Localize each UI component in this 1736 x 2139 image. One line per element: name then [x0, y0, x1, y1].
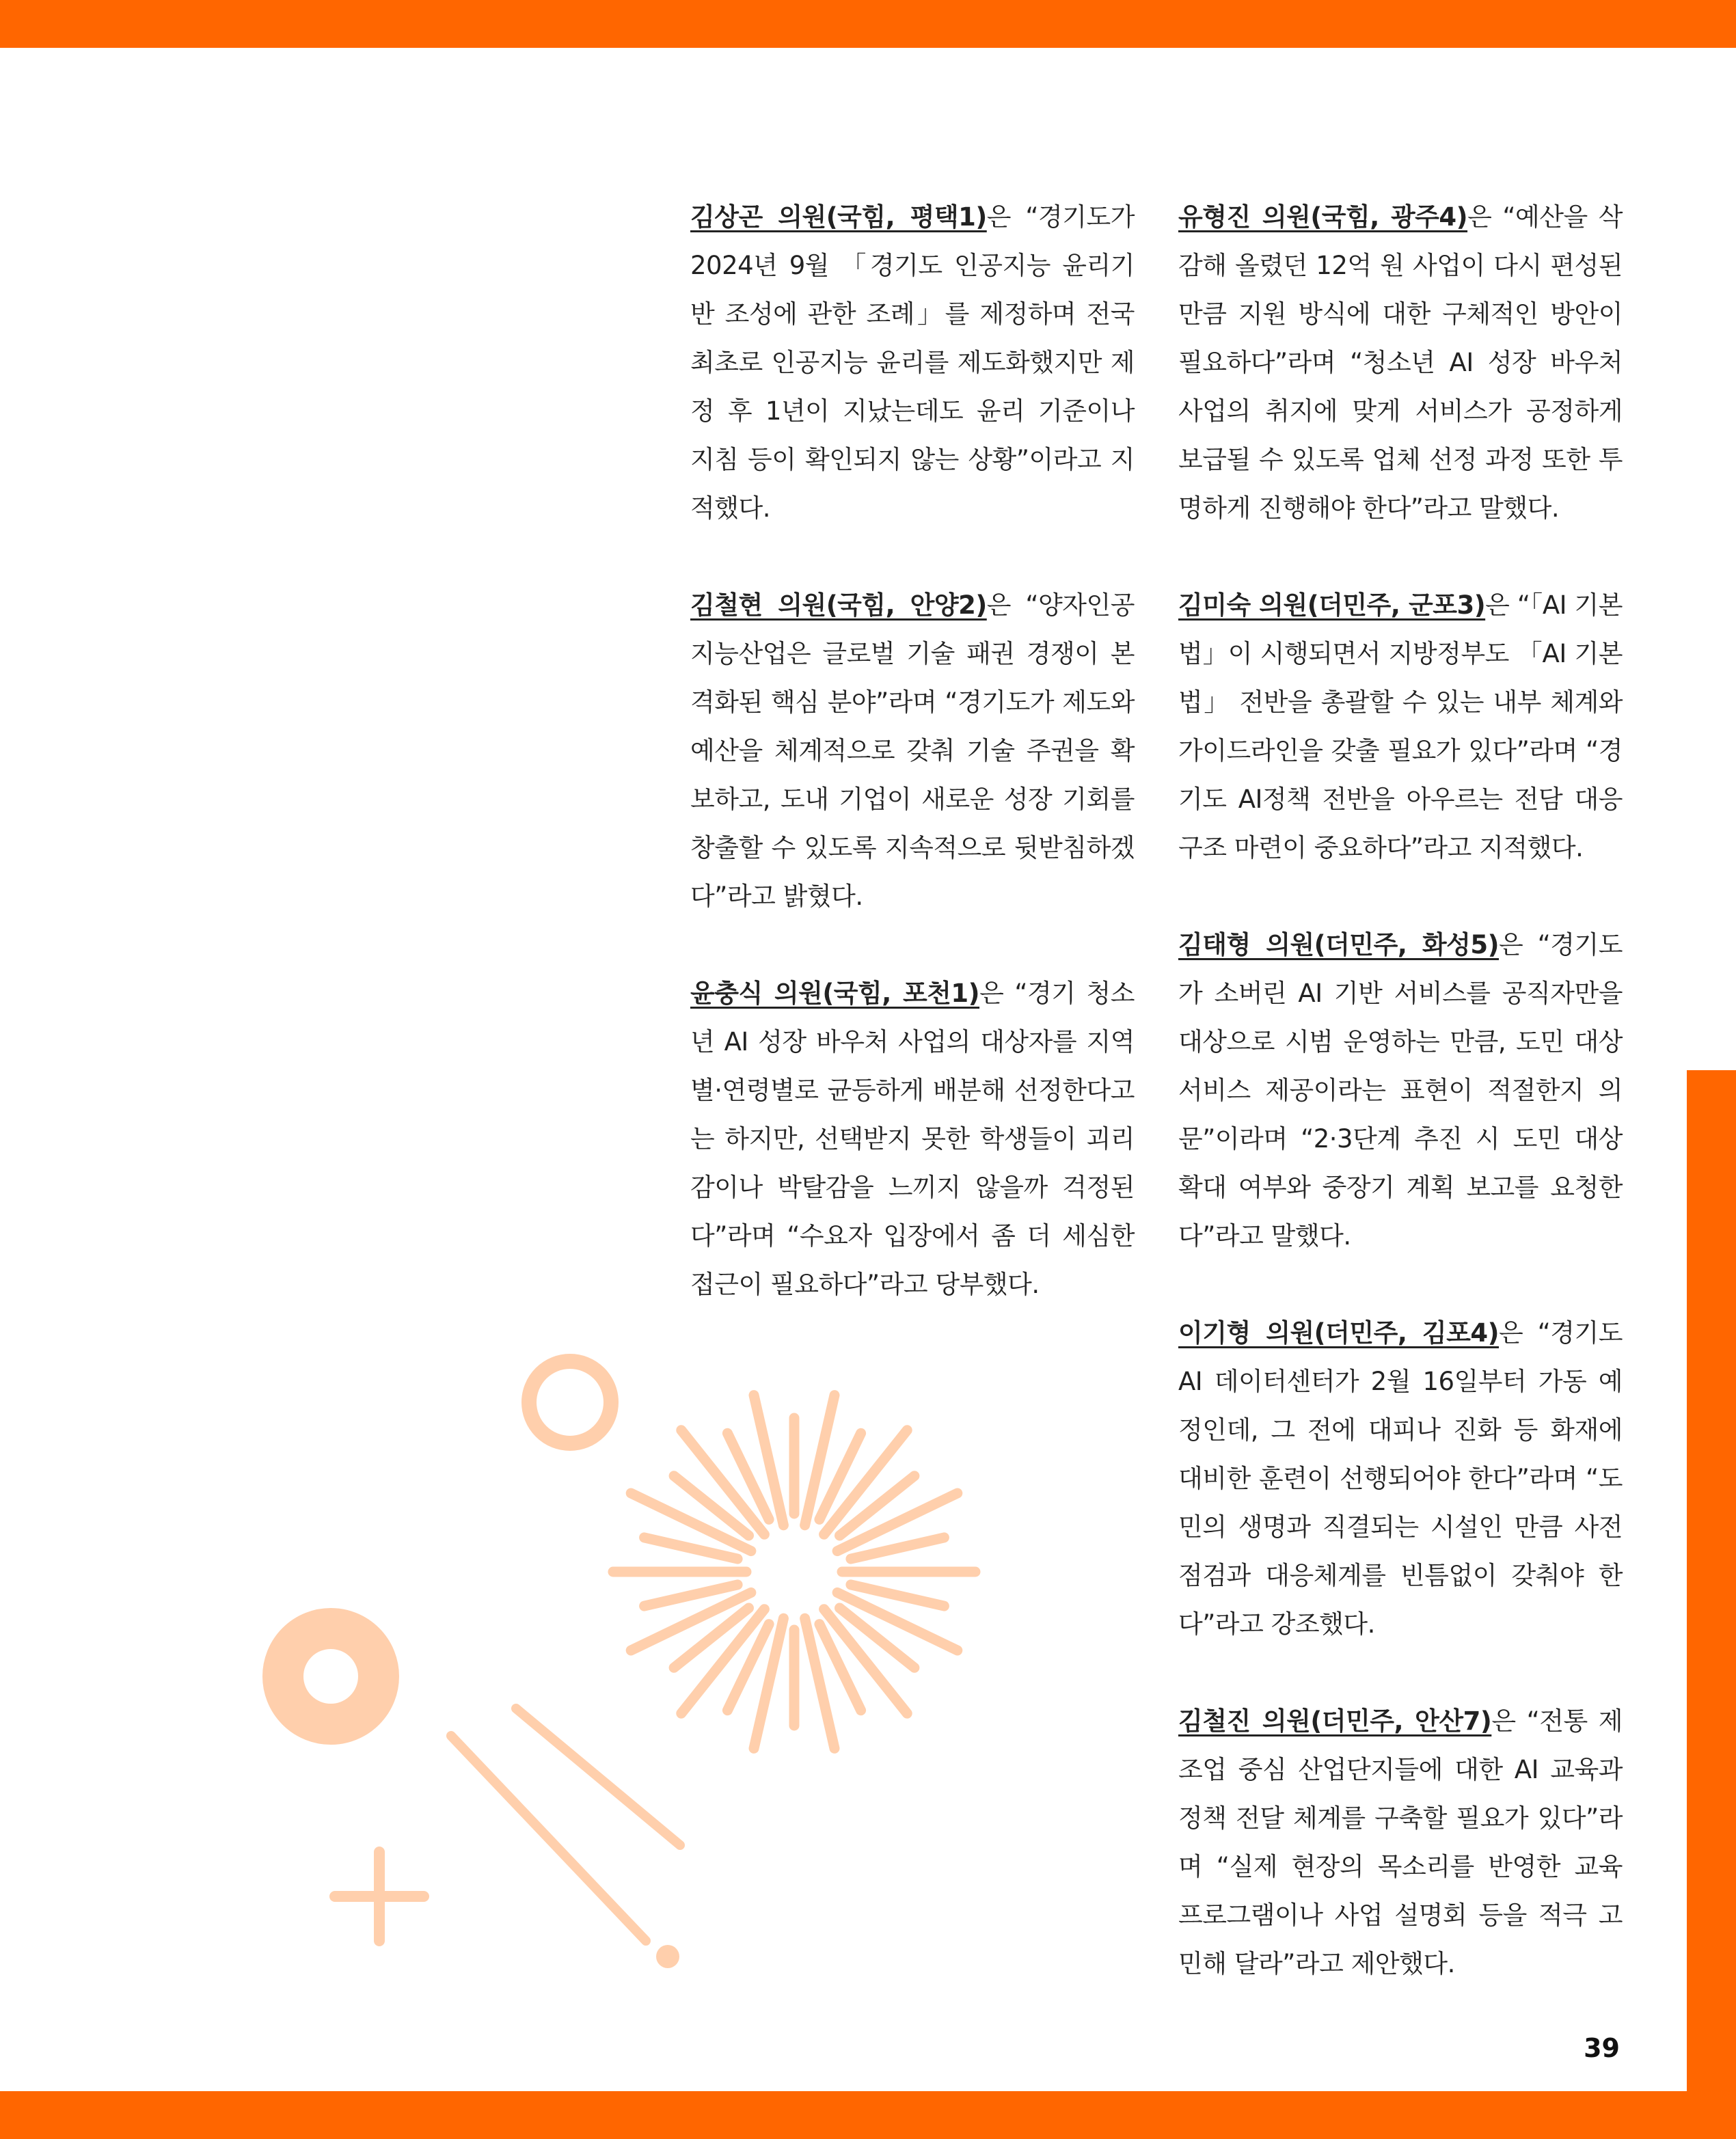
- ring-icon: [529, 1361, 611, 1443]
- sunburst-icon: [613, 1395, 975, 1749]
- slash-lines-icon: [451, 1708, 680, 1941]
- statement-paragraph: [1178, 1697, 1623, 1988]
- member-name: 이기형 의원(더민주, 김포4): [1178, 1318, 1499, 1348]
- member-name: 유형진 의원(국힘, 광주4): [1178, 202, 1468, 232]
- statement-paragraph: [1178, 1309, 1623, 1648]
- statement-paragraph: [1178, 581, 1623, 872]
- statement-paragraph: [690, 969, 1135, 1309]
- statement-paragraph: [690, 193, 1135, 532]
- statement-text: 은 “「AI 기본법」이 시행되면서 지방정부도 「AI 기본법」 전반을 총괄할 수 있는 내부 체계와 가이드라인을 갖출 필요가 있다”라며 “경기도 AI정책 전반을 아우르는 전담 대응 구조 마련이 중요하다”라고 지적했다.: [1178, 590, 1623, 862]
- decorative-graphic: [246, 1339, 998, 1989]
- member-name: 김상곤 의원(국힘, 평택1): [690, 202, 987, 232]
- statement-paragraph: [1178, 921, 1623, 1260]
- member-name: 김미숙 의원(더민주, 군포3): [1178, 590, 1486, 620]
- dot-icon: [656, 1945, 679, 1968]
- statement-paragraph: [690, 581, 1135, 921]
- member-name: 김철진 의원(더민주, 안산7): [1178, 1706, 1492, 1736]
- plus-icon: [335, 1852, 424, 1941]
- top-accent-bar: [0, 0, 1736, 48]
- statement-text: 은 “경기도가 소버린 AI 기반 서비스를 공직자만을 대상으로 시범 운영하는 만큼, 도민 대상 서비스 제공이라는 표현이 적절한지 의문”이라며 “2·3단계 추진 시 도민 대상 확대 여부와 중장기 계획 보고를 요청한다”라고 말했다.: [1178, 930, 1623, 1251]
- statement-text: 은 “예산을 삭감해 올렸던 12억 원 사업이 다시 편성된 만큼 지원 방식에 대한 구체적인 방안이 필요하다”라며 “청소년 AI 성장 바우처 사업의 취지에 맞게 서비스가 공정하게 보급될 수 있도록 업체 선정 과정 또한 투명하게 진행해야 한다”라고 말했다.: [1178, 202, 1623, 523]
- bottom-accent-bar: [0, 2091, 1736, 2139]
- right-accent-bar: [1687, 1070, 1736, 2139]
- statement-text: 은 “경기 청소년 AI 성장 바우처 사업의 대상자를 지역별·연령별로 균등하게 배분해 선정한다고는 하지만, 선택받지 못한 학생들이 괴리감이나 박탈감을 느끼지 않을까 걱정된다”라며 “수요자 입장에서 좀 더 세심한 접근이 필요하다”라고 당부했다.: [690, 979, 1135, 1299]
- statement-text: 은 “전통 제조업 중심 산업단지들에 대한 AI 교육과 정책 전달 체계를 구축할 필요가 있다”라며 “실제 현장의 목소리를 반영한 교육 프로그램이나 사업 설명회 등을 적극 고민해 달라”라고 제안했다.: [1178, 1706, 1623, 1978]
- member-name: 김태형 의원(더민주, 화성5): [1178, 930, 1499, 959]
- left-text-column: [690, 193, 1135, 1357]
- statement-text: 은 “경기도가 2024년 9월 「경기도 인공지능 윤리기반 조성에 관한 조례」를 제정하며 전국 최초로 인공지능 윤리를 제도화했지만 제정 후 1년이 지났는데도 윤리 기준이나 지침 등이 확인되지 않는 상황”이라고 지적했다.: [690, 202, 1135, 523]
- donut-icon: [283, 1629, 379, 1724]
- right-text-column: [1178, 193, 1623, 2036]
- member-name: 김철현 의원(국힘, 안양2): [690, 590, 987, 620]
- member-name: 윤충식 의원(국힘, 포천1): [690, 979, 980, 1008]
- statement-text: 은 “경기도 AI 데이터센터가 2월 16일부터 가동 예정인데, 그 전에 대피나 진화 등 화재에 대비한 훈련이 선행되어야 한다”라며 “도민의 생명과 직결되는 시설인 만큼 사전 점검과 대응체계를 빈틈없이 갖춰야 한다”라고 강조했다.: [1178, 1318, 1623, 1639]
- page-number: 39: [1584, 2033, 1620, 2063]
- statement-paragraph: [1178, 193, 1623, 532]
- statement-text: 은 “양자인공지능산업은 글로벌 기술 패권 경쟁이 본격화된 핵심 분야”라며 “경기도가 제도와 예산을 체계적으로 갖춰 기술 주권을 확보하고, 도내 기업이 새로운 성장 기회를 창출할 수 있도록 지속적으로 뒷받침하겠다”라고 밝혔다.: [690, 590, 1135, 911]
